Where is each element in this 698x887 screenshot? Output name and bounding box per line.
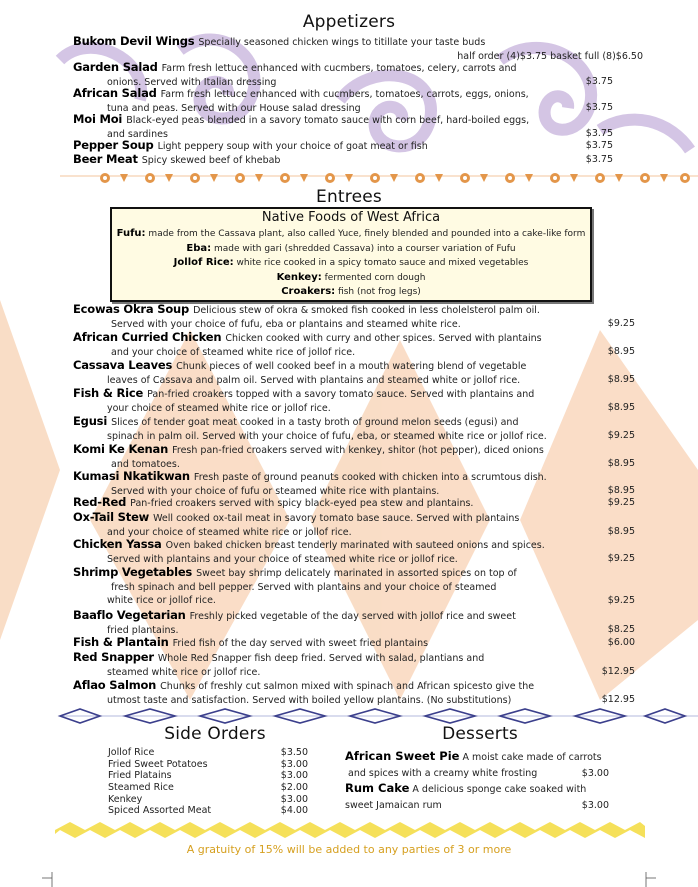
item-price: $9.25	[607, 430, 635, 441]
item-price: $3.75	[585, 154, 613, 165]
native-food-line-fufu	[112, 227, 590, 242]
item-name: Fried Platains	[108, 770, 172, 782]
item-desc: Farm fresh lettuce enhanced with cucmbers, tomatoes, celery, carrots and	[161, 63, 517, 74]
item-name: Fish & Plantain	[73, 635, 169, 649]
item-desc: Black-eyed peas blended in a savory tomato sauce with corn beef, hard-boiled eggs,	[126, 115, 530, 126]
item-price: $8.95	[607, 346, 635, 357]
item-name: African Curried Chicken	[73, 330, 222, 344]
side-orders-list	[108, 747, 308, 817]
item-price: $2.00	[280, 782, 308, 794]
appetizer-item-moi-moi	[73, 113, 613, 141]
entrees-heading: Entrees	[316, 187, 382, 207]
appetizer-item-garden-salad	[73, 61, 613, 89]
item-desc-line2: onions. Served with Italian dressing	[107, 76, 277, 88]
appetizer-item-african-salad	[73, 87, 613, 115]
item-desc-line2: and your choice of steamed white rice or jollof rice.	[107, 526, 352, 538]
item-price: $9.25	[607, 595, 635, 606]
item-name: Beer Meat	[73, 152, 138, 166]
item-price: $3.75	[585, 128, 613, 139]
item-price: $8.95	[607, 458, 635, 469]
item-price: $6.00	[607, 637, 635, 648]
native-food-line-croakers	[112, 285, 590, 300]
item-desc: Well cooked ox-tail meat in savory tomato base sauce. Served with plantains	[153, 513, 520, 524]
definition: made with gari (shredded Cassava) into a courser variation of Fufu	[214, 243, 516, 254]
item-name: Fried Sweet Potatoes	[108, 758, 208, 770]
entree-item-cassava-leaves	[73, 358, 635, 387]
item-name: Kenkey	[108, 793, 143, 805]
side-item	[108, 805, 308, 817]
item-desc: Chunks of freshly cut salmon mixed with spinach and African spicesto give the	[160, 681, 535, 692]
item-desc: Sweet bay shrimp delicately marinated in assorted spices on top of	[196, 568, 517, 579]
item-desc: Whole Red Snapper fish deep fried. Served with salad, plantians and	[157, 653, 485, 664]
entree-item-shrimp-vegetables	[73, 565, 635, 608]
item-desc: Spicy skewed beef of khebab	[141, 155, 281, 166]
gratuity-note: A gratuity of 15% will be added to any parties of 3 or more	[186, 843, 512, 856]
spiral-border-decoration	[60, 173, 698, 183]
item-name: Ox-Tail Stew	[73, 510, 150, 524]
item-name: African Salad	[73, 86, 157, 100]
item-desc-text: sweet Jamaican rum	[345, 799, 442, 811]
item-desc-line3: white rice or jollof rice.	[107, 595, 216, 606]
appetizer-item-beer-meat	[73, 153, 613, 168]
entree-item-kumasi-nkatikwan	[73, 469, 635, 498]
item-price: $3.50	[280, 747, 308, 758]
item-price: $3.00	[280, 793, 308, 805]
side-item	[108, 747, 308, 759]
term: Jollof Rice:	[173, 257, 234, 269]
item-name: Moi Moi	[73, 112, 123, 126]
item-price: $9.25	[607, 553, 635, 564]
side-item	[108, 759, 308, 771]
item-name: Chicken Yassa	[73, 537, 162, 551]
term: Croakers:	[281, 286, 336, 298]
native-food-line-jollof-rice	[112, 256, 590, 271]
entree-item-fish-and-rice	[73, 386, 635, 415]
native-foods-box	[110, 207, 592, 302]
item-name: Komi Ke Kenan	[73, 442, 169, 456]
item-desc-line2: spinach in palm oil. Served with your choice of fufu, eba, or steamed white rice or jollof rice.	[107, 430, 547, 442]
item-desc-line2: fried plantains.	[107, 624, 179, 636]
item-desc-line2	[345, 766, 615, 782]
crop-marks	[42, 872, 656, 887]
item-price: $8.95	[607, 374, 635, 385]
item-desc: A delicious sponge cake soaked with	[412, 784, 587, 795]
native-foods-title: Native Foods of West Africa	[261, 210, 441, 225]
appetizer-item-pepper-soup	[73, 139, 613, 154]
item-name: Kumasi Nkatikwan	[73, 469, 190, 483]
item-name: Red-Red	[73, 495, 127, 509]
term: Kenkey:	[276, 271, 322, 283]
item-desc: Fresh paste of ground peanuts cooked with chicken into a scrumtous dish.	[193, 472, 547, 483]
desserts-heading: Desserts	[442, 724, 518, 744]
item-name: Aflao Salmon	[73, 678, 157, 692]
item-desc: A moist cake made of carrots	[462, 752, 602, 763]
item-name: Red Snapper	[73, 650, 154, 664]
item-desc-line2: steamed white rice or jollof rice.	[107, 666, 261, 678]
item-desc: Delicious stew of okra & smoked fish cooked in less cholelsterol palm oil.	[193, 305, 540, 316]
definition: fermented corn dough	[324, 272, 426, 283]
item-name: African Sweet Pie	[345, 749, 460, 763]
entree-item-egusi	[73, 414, 635, 443]
item-desc-line2: Served with your choice of fufu or steamed white rice with plantains.	[111, 485, 440, 497]
item-desc-line2: utmost taste and satisfaction. Served with boiled yellow plantains. (No substitutions)	[107, 694, 512, 706]
native-food-line-eba	[112, 242, 590, 257]
term: Eba:	[186, 242, 212, 254]
item-name: Baaflo Vegetarian	[73, 608, 186, 622]
item-desc-line2: and tomatoes.	[111, 458, 180, 470]
item-desc: Pan-fried croakers served with spicy black-eyed pea stew and plantains.	[130, 498, 474, 509]
side-orders-heading: Side Orders	[164, 724, 266, 744]
entree-item-baaflo-vegetarian	[73, 608, 635, 637]
entree-item-ox-tail-stew	[73, 510, 635, 539]
item-price: $8.25	[607, 624, 635, 635]
item-name: Garden Salad	[73, 60, 158, 74]
item-name: Shrimp Vegetables	[73, 565, 193, 579]
item-price-options: half order (4)$3.75 basket full (8)$6.50	[457, 50, 643, 62]
item-price: $3.00	[581, 767, 609, 779]
item-price: $8.95	[607, 402, 635, 413]
item-desc: Slices of tender goat meat cooked in a tasty broth of ground melon seeds (egusi) and	[111, 417, 519, 428]
term: Fufu:	[116, 228, 146, 239]
item-desc-line2	[345, 798, 615, 814]
native-food-line-kenkey	[112, 271, 590, 286]
side-item	[108, 794, 308, 806]
item-desc-line2: your choice of steamed white rice or jollof rice.	[107, 402, 331, 414]
item-price: $12.95	[601, 694, 635, 705]
item-desc-line2: Served with plantains and your choice of steamed white rice or jollof rice.	[107, 553, 458, 565]
item-desc: Specially seasoned chicken wings to titillate your taste buds	[198, 37, 486, 48]
item-desc: Freshly picked vegetable of the day served with jollof rice and sweet	[189, 611, 516, 622]
item-desc: Farm fresh lettuce enhanced with cucmbers, tomatoes, carrots, eggs, onions,	[160, 89, 529, 100]
diamond-chain-border-decoration	[60, 709, 698, 723]
item-desc-line2: leaves of Cassava and palm oil. Served with plantains and steamed white or jollof rice.	[107, 374, 521, 386]
entree-item-african-curried-chicken	[73, 330, 635, 359]
side-item	[108, 782, 308, 794]
item-desc: Pan-fried croakers topped with a savory tomato sauce. Served with plantains and	[147, 389, 535, 400]
entree-item-aflao-salmon	[73, 678, 635, 707]
item-name: Egusi	[73, 414, 108, 428]
item-price: $9.25	[607, 497, 635, 508]
item-price: $8.95	[607, 485, 635, 496]
entree-item-red-red	[73, 495, 635, 511]
item-price: $3.75	[585, 102, 613, 113]
item-price: $3.75	[585, 76, 613, 87]
item-desc-line2: Served with your choice of fufu, eba or plantains and steamed white rice.	[111, 318, 461, 330]
item-desc-text: and spices with a creamy white frosting	[348, 767, 538, 779]
item-desc: Chunk pieces of well cooked beef in a mouth watering blend of vegetable	[176, 361, 527, 372]
item-price: $3.00	[581, 799, 609, 811]
side-item	[108, 770, 308, 782]
item-desc-line2: fresh spinach and bell pepper. Served with plantains and your choice of steamed	[111, 581, 497, 593]
definition: made from the Cassava plant, also called Yuce, finely blended and pounded into a cake-like form	[148, 229, 586, 239]
entree-item-ecowas-okra-soup	[73, 302, 635, 331]
item-desc-line2: tuna and peas. Served with our House salad dressing	[107, 102, 361, 114]
item-price: $12.95	[601, 666, 635, 677]
item-desc: Chicken cooked with curry and other spices. Served with plantains	[225, 333, 542, 344]
definition: fish (not frog legs)	[338, 287, 421, 298]
item-name: Bukom Devil Wings	[73, 34, 195, 48]
item-desc: Fresh pan-fried croakers served with kenkey, shitor (hot pepper), diced onions	[172, 445, 544, 456]
item-name: Rum Cake	[345, 781, 410, 795]
item-desc: Light peppery soup with your choice of goat meat or fish	[157, 141, 428, 152]
item-name: Fish & Rice	[73, 386, 144, 400]
item-price: $8.95	[607, 526, 635, 537]
item-name: Steamed Rice	[108, 782, 174, 794]
item-price: $9.25	[607, 318, 635, 329]
definition: white rice cooked in a spicy tomato sauce and mixed vegetables	[236, 258, 529, 269]
item-desc: Oven baked chicken breast tenderly marinated with sauteed onions and spices.	[165, 540, 545, 551]
item-name: Spiced Assorted Meat	[108, 805, 212, 817]
entree-item-red-snapper	[73, 650, 635, 679]
item-price: $3.00	[280, 758, 308, 770]
item-name: Jollof Rice	[108, 747, 155, 758]
entree-item-fish-and-plantain	[73, 635, 635, 651]
item-price: $4.00	[280, 805, 308, 817]
item-desc-line2: and your choice of steamed white rice of jollof rice.	[111, 346, 356, 358]
item-price: $3.75	[585, 140, 613, 151]
dessert-item-rum-cake	[345, 781, 615, 813]
yellow-zigzag-border-decoration	[55, 822, 645, 838]
entree-item-chicken-yassa	[73, 537, 635, 566]
item-desc: Fried fish of the day served with sweet fried plantains	[172, 638, 429, 649]
item-price: $3.00	[280, 770, 308, 782]
item-desc-line2: and sardines	[107, 128, 168, 140]
dessert-item-african-sweet-pie	[345, 749, 615, 781]
entree-item-komi-ke-kenan	[73, 442, 635, 471]
appetizers-heading: Appetizers	[302, 12, 396, 32]
item-name: Ecowas Okra Soup	[73, 302, 190, 316]
appetizer-item-bukom-devil-wings	[73, 34, 643, 63]
item-name: Pepper Soup	[73, 138, 154, 152]
item-name: Cassava Leaves	[73, 358, 173, 372]
